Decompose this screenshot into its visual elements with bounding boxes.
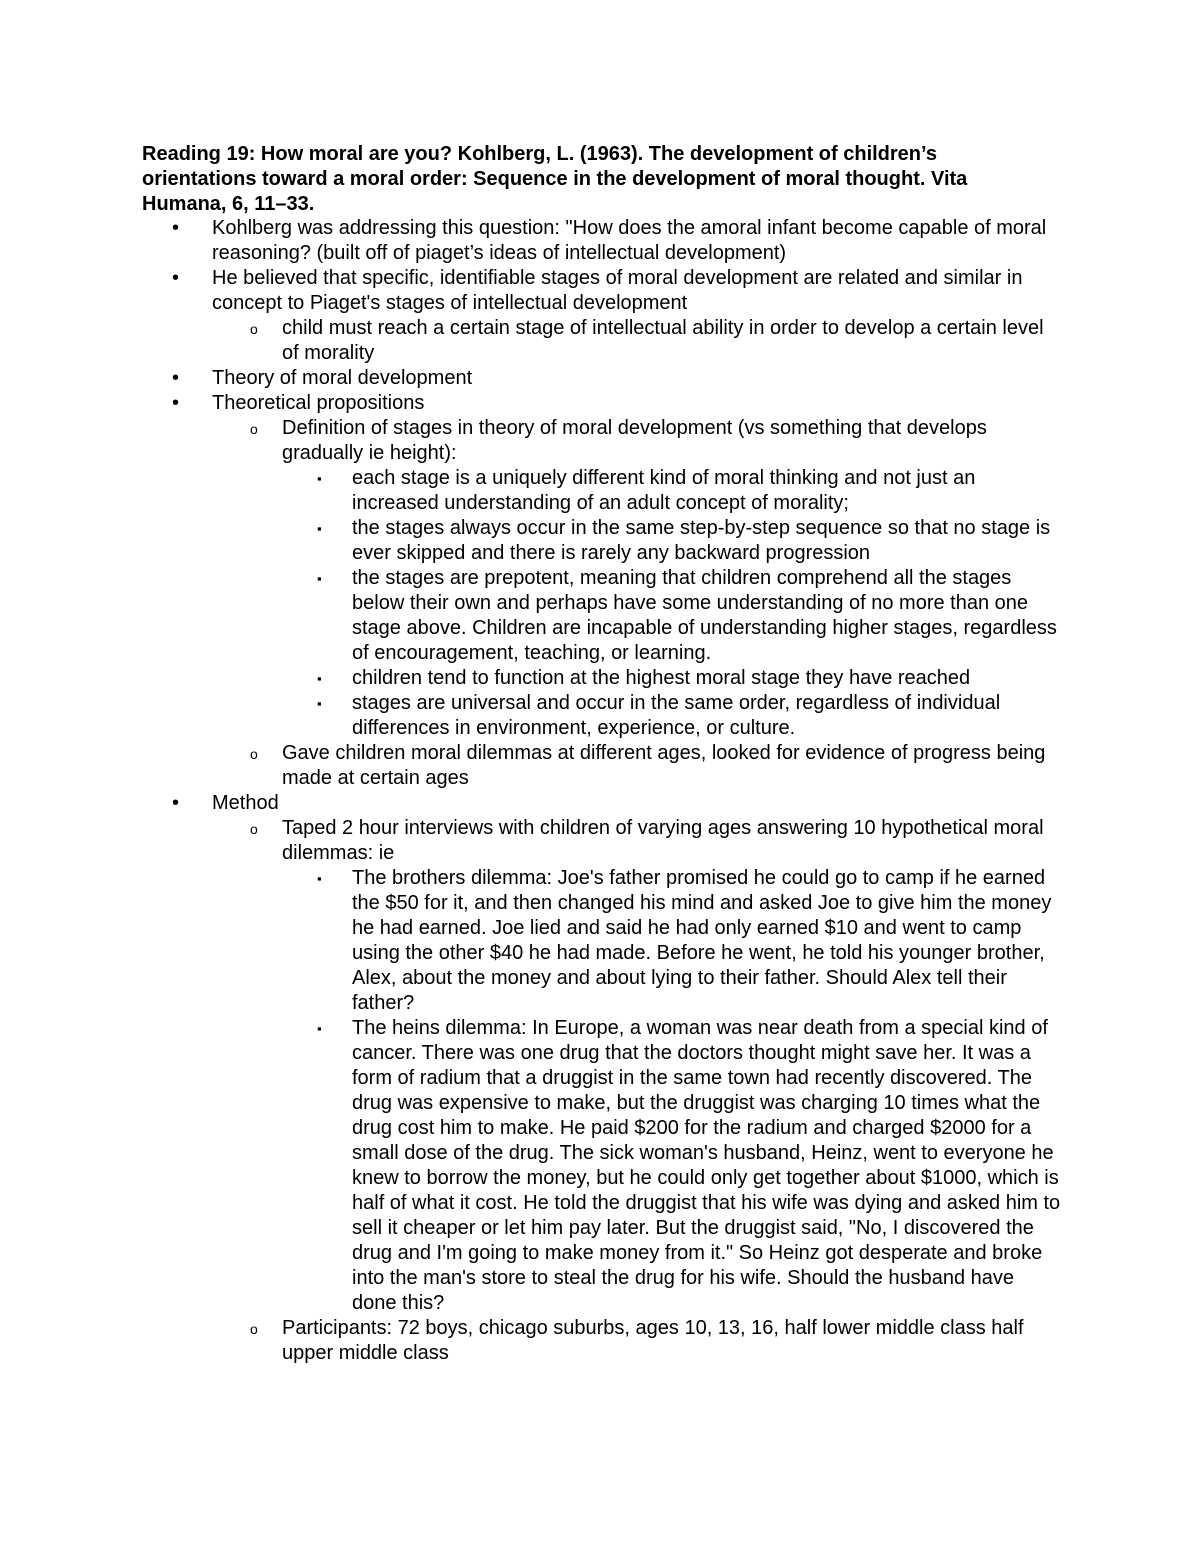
list-item: [282, 691, 1062, 741]
bullet-marker: •: [172, 392, 180, 414]
bullet-marker: ▪: [317, 1021, 322, 1036]
list-item: [282, 1016, 1062, 1316]
bullet-marker: o: [250, 321, 258, 337]
list-item-text: He believed that specific, identifiable stages of moral development are related and similar in concept to Piaget's stages of intellectual development: [212, 267, 1023, 314]
bullet-marker: ▪: [317, 696, 322, 711]
bullet-marker: o: [250, 421, 258, 437]
bullet-marker: •: [172, 367, 180, 389]
list-item: [212, 816, 1062, 1316]
sub-sub-list: [282, 466, 1062, 741]
list-item-text: The brothers dilemma: Joe's father promised he could go to camp if he earned the $50 for it, and then changed his mind and asked Joe to give him the money he had earned. Joe lied and said he had only earned $10 and went to camp using the other $40 he had made. Before he went, he told his younger brother, Alex, about the money and about lying to their father. Should Alex tell their father?: [352, 867, 1052, 1014]
bullet-marker: ▪: [317, 671, 322, 686]
list-item-text: The heins dilemma: In Europe, a woman was near death from a special kind of cancer. There was one drug that the doctors thought might save her. It was a form of radium that a druggist in the same town had recently discovered. The drug was expensive to make, but the druggist was charging 10 times what the drug cost him to make. He paid $200 for the radium and charged $2000 for a small dose of the drug. The sick woman's husband, Heinz, went to everyone he knew to borrow the money, but he could only get together about $1000, which is half of what it cost. He told the druggist that his wife was dying and asked him to sell it cheaper or let him pay later. But the druggist said, "No, I discovered the drug and I'm going to make money from it." So Heinz got desperate and broke into the man's store to steal the drug for his wife. Should the husband have done this?: [352, 1017, 1061, 1314]
list-item-text: Participants: 72 boys, chicago suburbs, ages 10, 13, 16, half lower middle class half upper middle class: [282, 1317, 1024, 1364]
list-item: [142, 791, 1062, 1366]
list-item: [212, 741, 1062, 791]
bullet-marker: o: [250, 1321, 258, 1337]
list-item: [212, 416, 1062, 741]
sub-list: [212, 816, 1062, 1366]
reading-heading: Reading 19: How moral are you? Kohlberg, L. (1963). The development of children’s orientations toward a moral order: Sequence in the development of moral thought. Vita Humana, 6, 11–33.: [142, 143, 968, 215]
sub-list: [212, 316, 1062, 366]
bullet-marker: ▪: [317, 871, 322, 886]
list-item: [282, 666, 1062, 691]
bullet-marker: o: [250, 746, 258, 762]
list-item: [282, 866, 1062, 1016]
bullet-marker: •: [172, 267, 180, 289]
list-item-text: stages are universal and occur in the same order, regardless of individual differences in environment, experience, or culture.: [352, 692, 1001, 739]
list-item: [142, 266, 1062, 366]
list-item: [282, 466, 1062, 516]
list-item-text: Theory of moral development: [212, 367, 473, 389]
list-item-text: Method: [212, 792, 279, 814]
bullet-marker: ▪: [317, 521, 322, 536]
list-item-text: Gave children moral dilemmas at different ages, looked for evidence of progress being made at certain ages: [282, 742, 1046, 789]
sub-list: [212, 416, 1062, 791]
notes-list: [142, 216, 1062, 1366]
list-item-text: the stages are prepotent, meaning that children comprehend all the stages below their own and perhaps have some understanding of no more than one stage above. Children are incapable of understanding higher stages, regardless of encouragement, teaching, or learning.: [352, 567, 1057, 664]
list-item: [142, 216, 1062, 266]
list-item-text: Definition of stages in theory of moral development (vs something that develops gradually ie height):: [282, 417, 987, 464]
list-item: [282, 516, 1062, 566]
bullet-marker: •: [172, 792, 180, 814]
list-item: [212, 1316, 1062, 1366]
list-item-text: children tend to function at the highest moral stage they have reached: [352, 667, 971, 689]
list-item-text: the stages always occur in the same step-by-step sequence so that no stage is ever skipped and there is rarely any backward progression: [352, 517, 1051, 564]
list-item-text: Kohlberg was addressing this question: "How does the amoral infant become capable of moral reasoning? (built off of piaget’s ideas of intellectual development): [212, 217, 1047, 264]
bullet-marker: •: [172, 217, 180, 239]
bullet-marker: ▪: [317, 471, 322, 486]
list-item: [212, 316, 1062, 366]
list-item-text: Taped 2 hour interviews with children of varying ages answering 10 hypothetical moral dilemmas: ie: [282, 817, 1044, 864]
list-item-text: child must reach a certain stage of intellectual ability in order to develop a certain level of morality: [282, 317, 1044, 364]
bullet-marker: ▪: [317, 571, 322, 586]
bullet-marker: o: [250, 821, 258, 837]
list-item: [142, 366, 1062, 391]
list-item-text: Theoretical propositions: [212, 392, 425, 414]
list-item: [282, 566, 1062, 666]
sub-sub-list: [282, 866, 1062, 1316]
list-item-text: each stage is a uniquely different kind of moral thinking and not just an increased understanding of an adult concept of morality;: [352, 467, 976, 514]
list-item: [142, 391, 1062, 791]
